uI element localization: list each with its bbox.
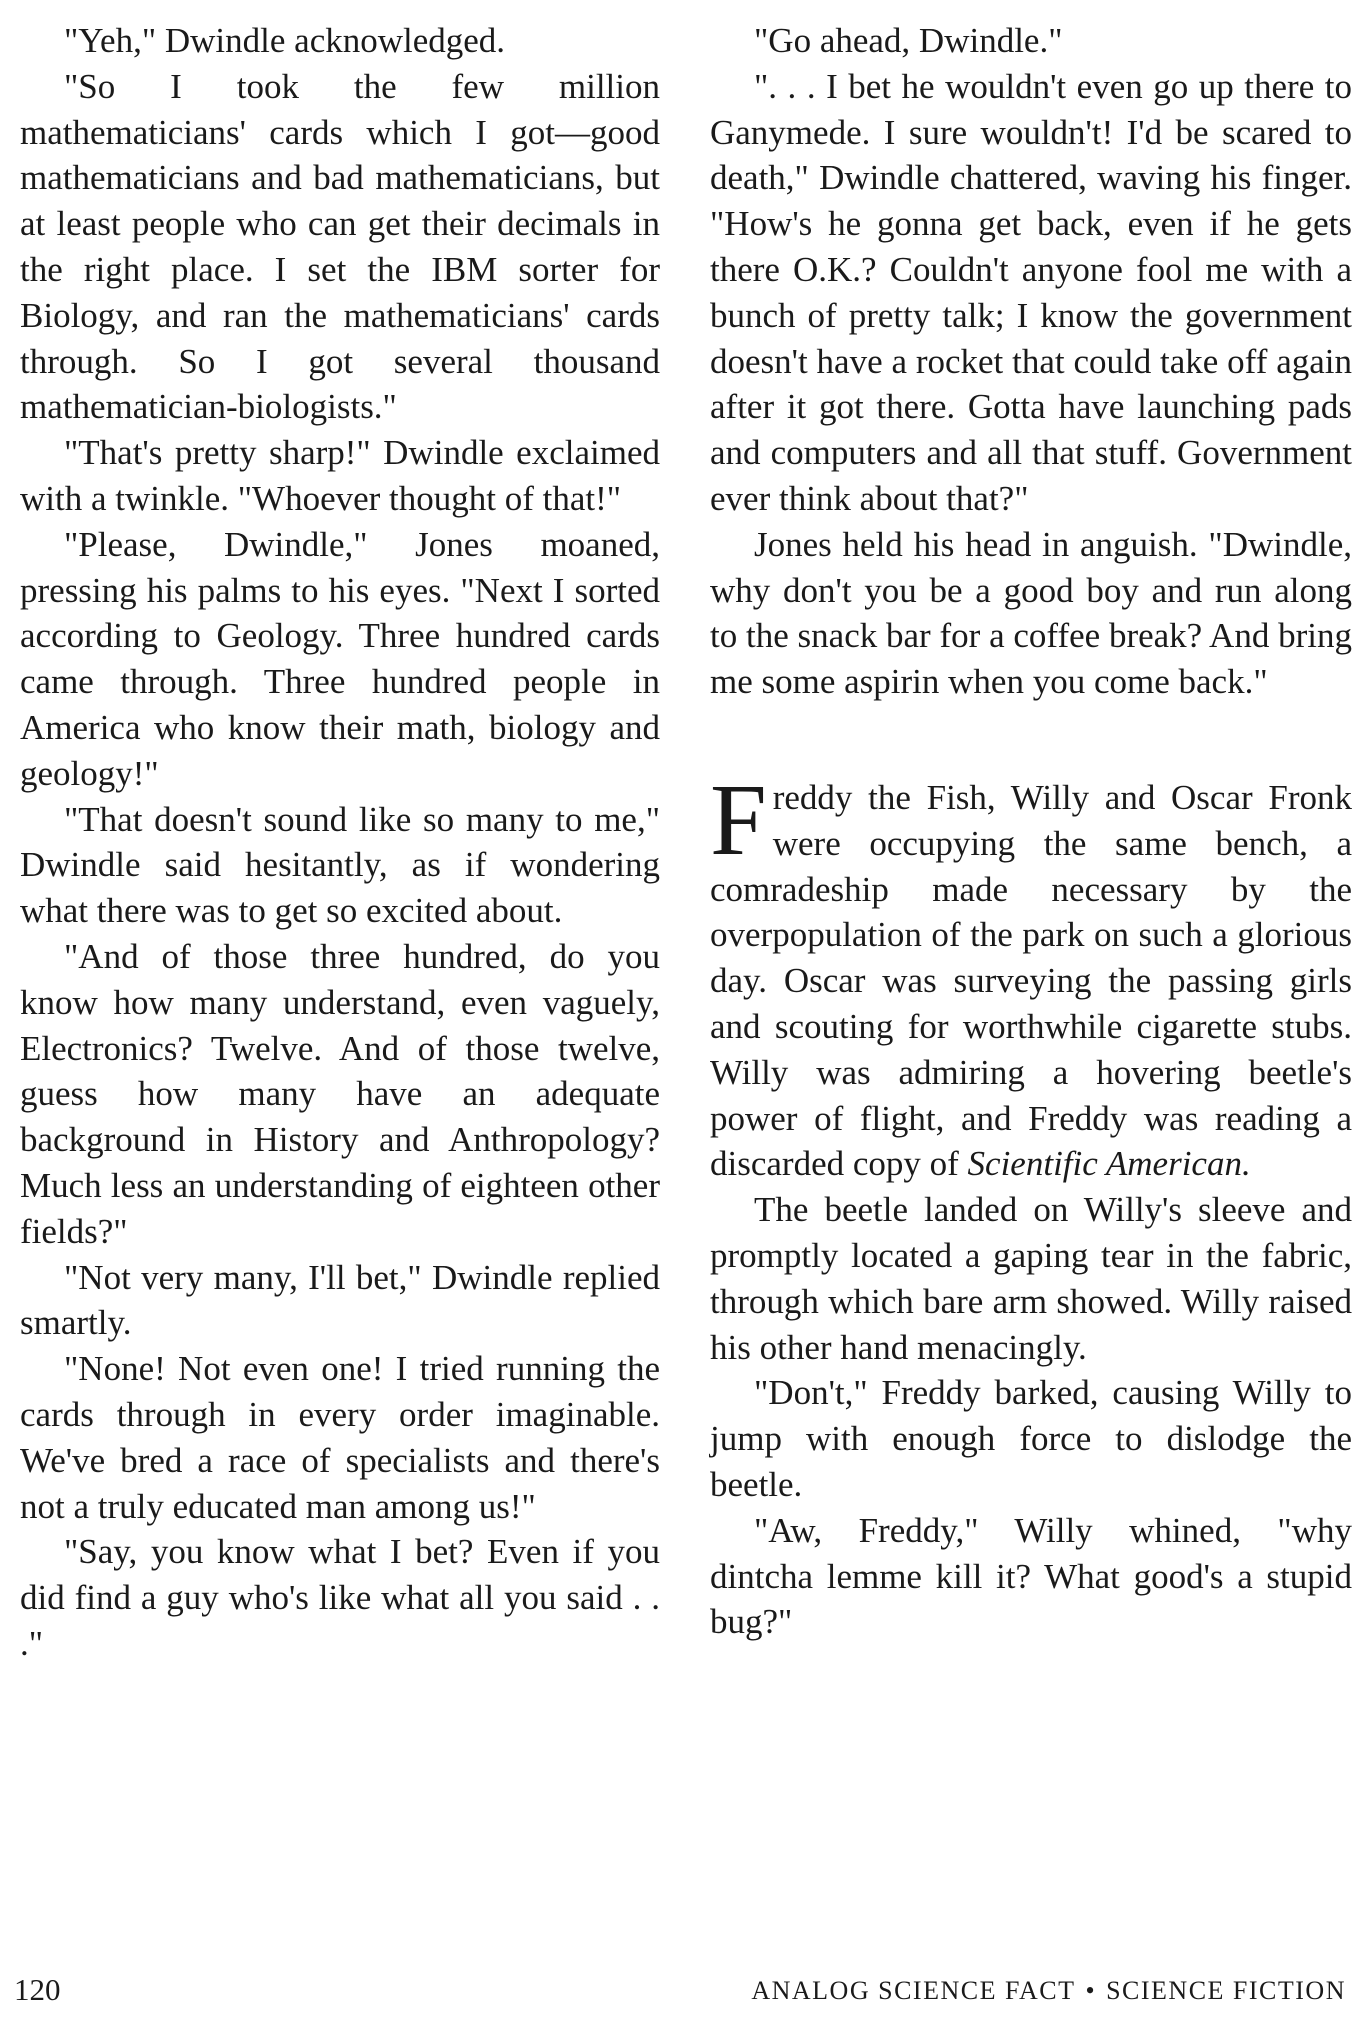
paragraph: "Please, Dwindle," Jones moaned, pressing his palms to his eyes. "Next I sorted according to Geology. Three hundred cards came through. Three hundred people in America who know their math, biology and geology!" [20, 524, 660, 793]
magazine-name-part1: ANALOG SCIENCE FACT [751, 1976, 1076, 2005]
paragraph: "Not very many, I'll bet," Dwindle replied smartly. [20, 1257, 660, 1343]
drop-cap: F [710, 763, 767, 877]
paragraph: "Yeh," Dwindle acknowledged. [64, 21, 506, 60]
magazine-title: Scientific American. [967, 1144, 1251, 1184]
running-title [751, 1976, 1346, 2006]
paragraph: "None! Not even one! I tried running the cards through in every order imaginable. We've bred a race of specialists and there's not a truly educated man among us!" [20, 1349, 660, 1526]
paragraph: "That doesn't sound like so many to me," Dwindle said hesitantly, as if wondering what there was to get so excited about. [20, 799, 660, 931]
paragraph: "Aw, Freddy," Willy whined, "why dintcha lemme kill it? What good's a stupid bug?" [710, 1510, 1352, 1642]
opening-text: reddy the Fish, Willy and Oscar Fronk were occupying the same bench, a comradeship made necessary by the overpopulation of the park on such a glorious day. Oscar was surveying the passing girls and scouting for worthwhile cigarette stubs. Willy was admiring a hovering beetle's power of flight, and Freddy was reading a discarded copy of [710, 777, 1352, 1184]
section-break [710, 705, 1352, 775]
section-opening-paragraph [710, 763, 1352, 1187]
right-column [710, 18, 1352, 1645]
paragraph: Jones held his head in anguish. "Dwindle, why don't you be a good boy and run along to the snack bar for a coffee break? And bring me some aspirin when you come back." [710, 524, 1352, 702]
page-footer [0, 1972, 1362, 2012]
page-number: 120 [14, 1972, 61, 2007]
bullet-separator: • [1085, 1976, 1097, 2005]
paragraph: "And of those three hundred, do you know how many understand, even vaguely, Electronics? Twelve. And of those twelve, guess how many have an adequate background in History and Anthropology? Much less an understanding of eighteen other fields?" [20, 936, 660, 1251]
paragraph: ". . . I bet he wouldn't even go up there to Ganymede. I sure wouldn't! I'd be scared to death," Dwindle chattered, waving his finger. "How's he gonna get back, even if he gets there O.K.? Couldn't anyone fool me with a bunch of pretty talk; I know the government doesn't have a rocket that could take off again after it got there. Gotta have launching pads and computers and all that stuff. Government ever think about that?" [710, 66, 1352, 518]
paragraph: "Say, you know what I bet? Even if you did find a guy who's like what all you said . . ." [20, 1532, 660, 1663]
left-column [20, 18, 660, 1667]
magazine-name-part2: SCIENCE FICTION [1106, 1976, 1346, 2005]
paragraph: "So I took the few million mathematicians' cards which I got—good mathematicians and bad mathematicians, but at least people who can get their decimals in the right place. I set the IBM sorter for Biology, and ran the mathematicians' cards through. So I got several thousand mathematician-biologists." [20, 66, 660, 427]
paragraph: "That's pretty sharp!" Dwindle exclaimed with a twinkle. "Whoever thought of that!" [20, 433, 660, 518]
paragraph: The beetle landed on Willy's sleeve and promptly located a gaping tear in the fabric, through which bare arm showed. Willy raised his other hand menacingly. [710, 1190, 1352, 1367]
paragraph: "Go ahead, Dwindle." [754, 21, 1063, 60]
paragraph: "Don't," Freddy barked, causing Willy to jump with enough force to dislodge the beetle. [710, 1373, 1352, 1504]
